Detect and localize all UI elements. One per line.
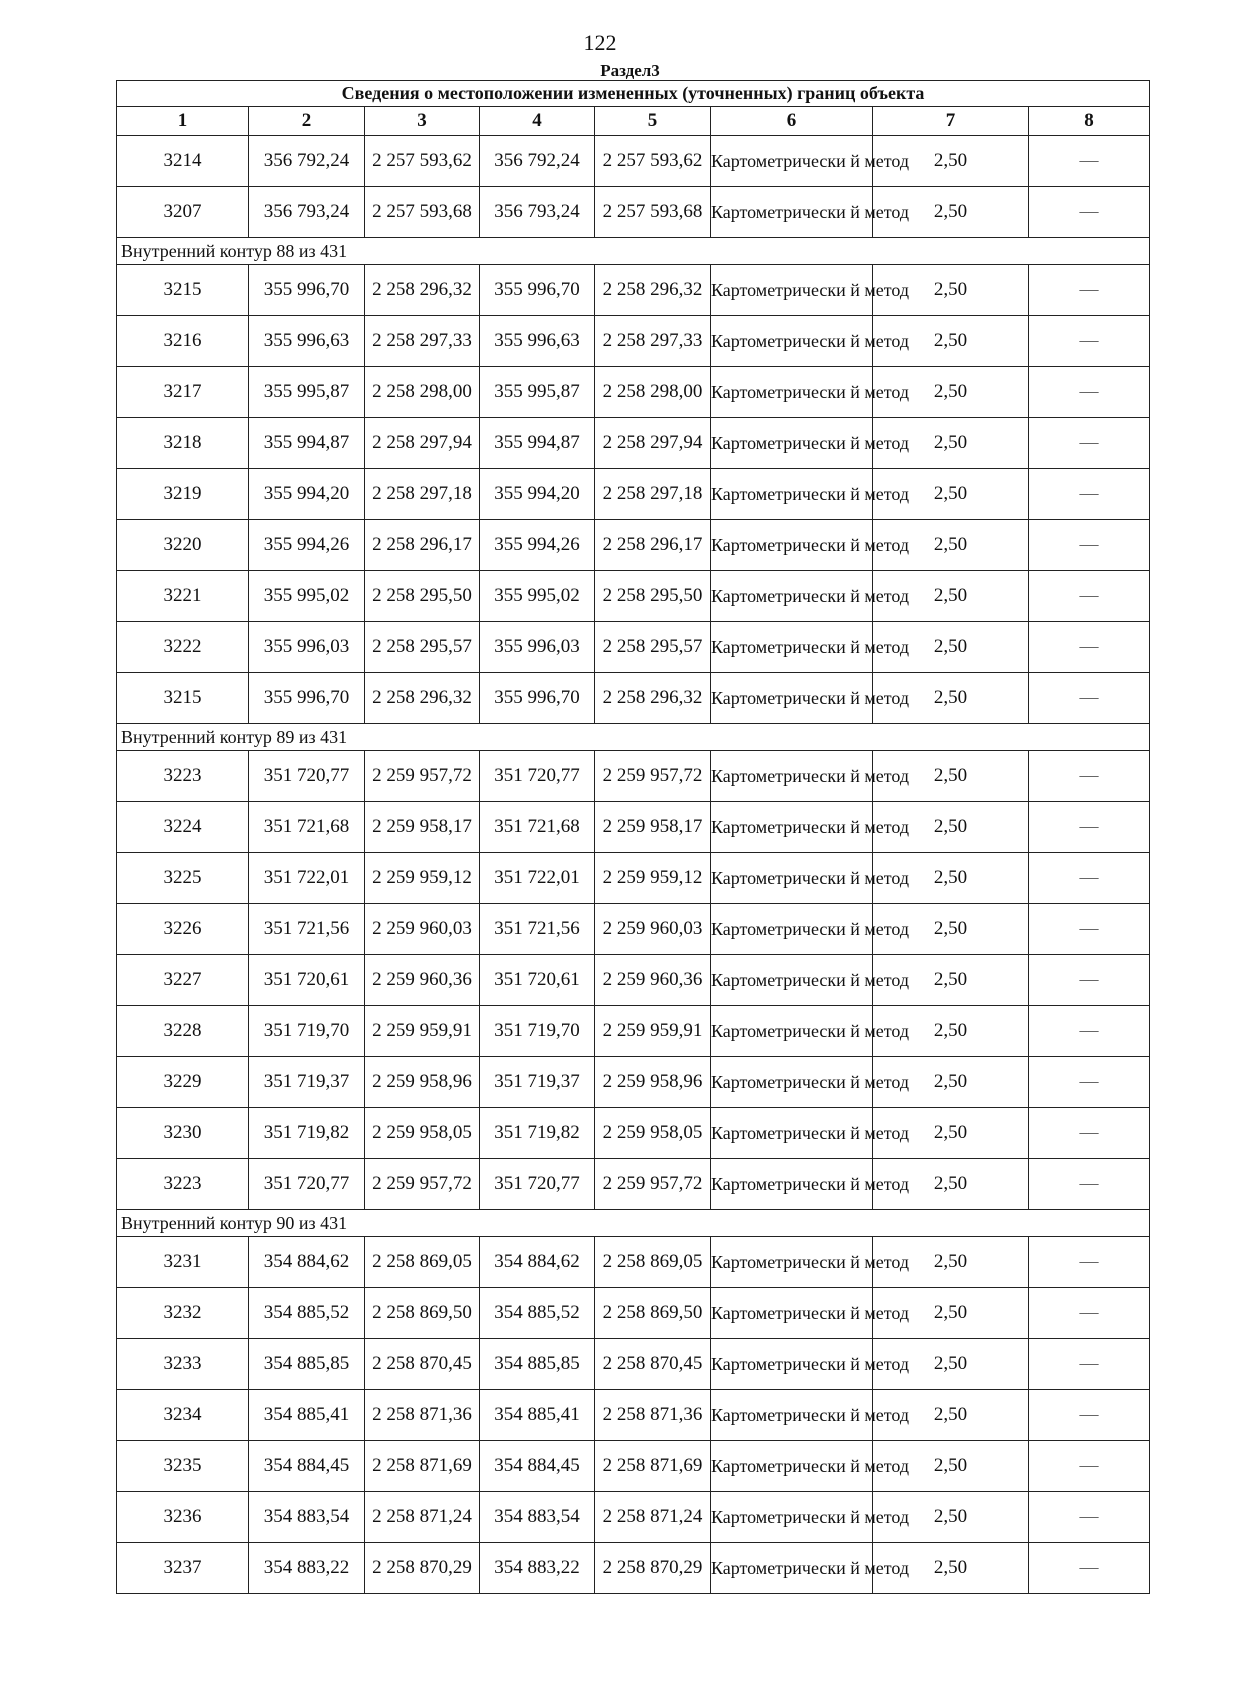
table-row xyxy=(117,469,1150,520)
point-number-cell: 3233 xyxy=(117,1339,249,1390)
description-cell: — xyxy=(1029,1057,1150,1108)
x-old-cell: 355 996,70 xyxy=(249,265,365,316)
y-new-cell: 2 259 959,12 xyxy=(595,853,711,904)
method-cell: Картометрически й метод xyxy=(711,1159,873,1210)
y-new-cell: 2 258 871,69 xyxy=(595,1441,711,1492)
table-row xyxy=(117,622,1150,673)
x-old-cell: 354 884,45 xyxy=(249,1441,365,1492)
table-row xyxy=(117,1339,1150,1390)
description-cell: — xyxy=(1029,469,1150,520)
y-old-cell: 2 258 869,05 xyxy=(365,1237,480,1288)
y-old-cell: 2 259 957,72 xyxy=(365,751,480,802)
x-old-cell: 356 792,24 xyxy=(249,136,365,187)
y-new-cell: 2 259 957,72 xyxy=(595,1159,711,1210)
description-cell: — xyxy=(1029,955,1150,1006)
y-old-cell: 2 258 869,50 xyxy=(365,1288,480,1339)
page-number: 122 xyxy=(583,30,617,55)
table-row xyxy=(117,520,1150,571)
table-row xyxy=(117,418,1150,469)
precision-cell: 2,50 xyxy=(873,418,1029,469)
point-number-cell: 3214 xyxy=(117,136,249,187)
y-old-cell: 2 258 298,00 xyxy=(365,367,480,418)
y-new-cell: 2 257 593,62 xyxy=(595,136,711,187)
column-number: 4 xyxy=(480,107,595,136)
y-new-cell: 2 258 871,24 xyxy=(595,1492,711,1543)
table-row xyxy=(117,673,1150,724)
description-cell: — xyxy=(1029,571,1150,622)
table-body xyxy=(117,136,1150,1594)
y-old-cell: 2 259 958,17 xyxy=(365,802,480,853)
point-number-cell: 3215 xyxy=(117,265,249,316)
method-cell: Картометрически й метод xyxy=(711,1006,873,1057)
precision-cell: 2,50 xyxy=(873,187,1029,238)
x-new-cell: 354 885,41 xyxy=(480,1390,595,1441)
point-number-cell: 3237 xyxy=(117,1543,249,1594)
x-new-cell: 355 994,20 xyxy=(480,469,595,520)
y-old-cell: 2 258 296,32 xyxy=(365,265,480,316)
point-number-cell: 3232 xyxy=(117,1288,249,1339)
x-old-cell: 355 995,02 xyxy=(249,571,365,622)
y-new-cell: 2 258 296,17 xyxy=(595,520,711,571)
description-cell: — xyxy=(1029,1288,1150,1339)
x-old-cell: 351 720,77 xyxy=(249,751,365,802)
x-new-cell: 355 996,63 xyxy=(480,316,595,367)
table-row xyxy=(117,1543,1150,1594)
point-number-cell: 3235 xyxy=(117,1441,249,1492)
description-cell: — xyxy=(1029,1441,1150,1492)
method-cell: Картометрически й метод xyxy=(711,1108,873,1159)
y-new-cell: 2 258 298,00 xyxy=(595,367,711,418)
point-number-cell: 3221 xyxy=(117,571,249,622)
description-cell: — xyxy=(1029,316,1150,367)
method-cell: Картометрически й метод xyxy=(711,1441,873,1492)
y-new-cell: 2 258 870,45 xyxy=(595,1339,711,1390)
y-old-cell: 2 258 297,33 xyxy=(365,316,480,367)
table-title: Сведения о местоположении измененных (уточненных) границ объекта xyxy=(117,81,1150,107)
column-number: 3 xyxy=(365,107,480,136)
coordinates-table xyxy=(116,80,1150,1594)
x-new-cell: 354 884,45 xyxy=(480,1441,595,1492)
description-cell: — xyxy=(1029,853,1150,904)
y-old-cell: 2 258 296,17 xyxy=(365,520,480,571)
column-number: 7 xyxy=(873,107,1029,136)
table-row xyxy=(117,1006,1150,1057)
y-old-cell: 2 258 871,69 xyxy=(365,1441,480,1492)
method-cell: Картометрически й метод xyxy=(711,673,873,724)
description-cell: — xyxy=(1029,136,1150,187)
point-number-cell: 3215 xyxy=(117,673,249,724)
method-cell: Картометрически й метод xyxy=(711,1237,873,1288)
description-cell: — xyxy=(1029,1237,1150,1288)
x-new-cell: 355 996,70 xyxy=(480,265,595,316)
point-number-cell: 3220 xyxy=(117,520,249,571)
y-new-cell: 2 259 960,03 xyxy=(595,904,711,955)
point-number-cell: 3223 xyxy=(117,1159,249,1210)
table-row xyxy=(117,136,1150,187)
description-cell: — xyxy=(1029,802,1150,853)
method-cell: Картометрически й метод xyxy=(711,1057,873,1108)
point-number-cell: 3216 xyxy=(117,316,249,367)
x-old-cell: 351 722,01 xyxy=(249,853,365,904)
x-new-cell: 351 719,37 xyxy=(480,1057,595,1108)
precision-cell: 2,50 xyxy=(873,1543,1029,1594)
y-new-cell: 2 258 869,05 xyxy=(595,1237,711,1288)
x-old-cell: 355 996,03 xyxy=(249,622,365,673)
method-cell: Картометрически й метод xyxy=(711,1492,873,1543)
y-new-cell: 2 258 870,29 xyxy=(595,1543,711,1594)
precision-cell: 2,50 xyxy=(873,802,1029,853)
x-new-cell: 351 719,82 xyxy=(480,1108,595,1159)
method-cell: Картометрически й метод xyxy=(711,802,873,853)
y-new-cell: 2 258 297,18 xyxy=(595,469,711,520)
y-old-cell: 2 258 870,29 xyxy=(365,1543,480,1594)
precision-cell: 2,50 xyxy=(873,751,1029,802)
method-cell: Картометрически й метод xyxy=(711,469,873,520)
method-cell: Картометрически й метод xyxy=(711,418,873,469)
y-new-cell: 2 258 297,94 xyxy=(595,418,711,469)
precision-cell: 2,50 xyxy=(873,265,1029,316)
y-new-cell: 2 259 960,36 xyxy=(595,955,711,1006)
description-cell: — xyxy=(1029,622,1150,673)
method-cell: Картометрически й метод xyxy=(711,571,873,622)
y-new-cell: 2 257 593,68 xyxy=(595,187,711,238)
y-old-cell: 2 259 958,05 xyxy=(365,1108,480,1159)
x-old-cell: 351 719,82 xyxy=(249,1108,365,1159)
table-row xyxy=(117,1057,1150,1108)
table-row xyxy=(117,802,1150,853)
y-new-cell: 2 259 958,96 xyxy=(595,1057,711,1108)
precision-cell: 2,50 xyxy=(873,1390,1029,1441)
description-cell: — xyxy=(1029,367,1150,418)
x-old-cell: 351 720,61 xyxy=(249,955,365,1006)
x-new-cell: 354 884,62 xyxy=(480,1237,595,1288)
y-new-cell: 2 258 295,57 xyxy=(595,622,711,673)
method-cell: Картометрически й метод xyxy=(711,1288,873,1339)
x-old-cell: 355 996,63 xyxy=(249,316,365,367)
contour-header-row xyxy=(117,724,1150,751)
table-row xyxy=(117,1492,1150,1543)
y-old-cell: 2 257 593,62 xyxy=(365,136,480,187)
description-cell: — xyxy=(1029,1159,1150,1210)
table-row xyxy=(117,751,1150,802)
description-cell: — xyxy=(1029,1339,1150,1390)
method-cell: Картометрически й метод xyxy=(711,955,873,1006)
table-row xyxy=(117,367,1150,418)
precision-cell: 2,50 xyxy=(873,1159,1029,1210)
table-row xyxy=(117,1390,1150,1441)
table-row xyxy=(117,1108,1150,1159)
precision-cell: 2,50 xyxy=(873,316,1029,367)
precision-cell: 2,50 xyxy=(873,1492,1029,1543)
description-cell: — xyxy=(1029,751,1150,802)
x-old-cell: 351 721,68 xyxy=(249,802,365,853)
column-number: 6 xyxy=(711,107,873,136)
contour-header-row xyxy=(117,238,1150,265)
x-new-cell: 355 994,26 xyxy=(480,520,595,571)
x-new-cell: 355 996,03 xyxy=(480,622,595,673)
x-old-cell: 356 793,24 xyxy=(249,187,365,238)
precision-cell: 2,50 xyxy=(873,367,1029,418)
y-new-cell: 2 258 295,50 xyxy=(595,571,711,622)
table-row xyxy=(117,904,1150,955)
x-new-cell: 354 883,54 xyxy=(480,1492,595,1543)
y-old-cell: 2 258 295,57 xyxy=(365,622,480,673)
table-row xyxy=(117,1159,1150,1210)
x-old-cell: 351 719,37 xyxy=(249,1057,365,1108)
point-number-cell: 3218 xyxy=(117,418,249,469)
x-new-cell: 351 722,01 xyxy=(480,853,595,904)
table-row xyxy=(117,316,1150,367)
table-row xyxy=(117,187,1150,238)
y-old-cell: 2 258 297,94 xyxy=(365,418,480,469)
method-cell: Картометрически й метод xyxy=(711,904,873,955)
precision-cell: 2,50 xyxy=(873,520,1029,571)
x-old-cell: 351 719,70 xyxy=(249,1006,365,1057)
point-number-cell: 3229 xyxy=(117,1057,249,1108)
point-number-cell: 3223 xyxy=(117,751,249,802)
point-number-cell: 3231 xyxy=(117,1237,249,1288)
precision-cell: 2,50 xyxy=(873,1339,1029,1390)
y-old-cell: 2 259 958,96 xyxy=(365,1057,480,1108)
description-cell: — xyxy=(1029,520,1150,571)
x-new-cell: 356 792,24 xyxy=(480,136,595,187)
precision-cell: 2,50 xyxy=(873,1006,1029,1057)
precision-cell: 2,50 xyxy=(873,853,1029,904)
method-cell: Картометрически й метод xyxy=(711,316,873,367)
precision-cell: 2,50 xyxy=(873,622,1029,673)
column-number: 2 xyxy=(249,107,365,136)
y-new-cell: 2 258 296,32 xyxy=(595,265,711,316)
description-cell: — xyxy=(1029,1108,1150,1159)
description-cell: — xyxy=(1029,673,1150,724)
y-new-cell: 2 258 869,50 xyxy=(595,1288,711,1339)
y-new-cell: 2 259 958,17 xyxy=(595,802,711,853)
x-new-cell: 355 996,70 xyxy=(480,673,595,724)
y-new-cell: 2 258 296,32 xyxy=(595,673,711,724)
x-old-cell: 355 994,26 xyxy=(249,520,365,571)
point-number-cell: 3219 xyxy=(117,469,249,520)
point-number-cell: 3224 xyxy=(117,802,249,853)
precision-cell: 2,50 xyxy=(873,1237,1029,1288)
method-cell: Картометрически й метод xyxy=(711,622,873,673)
table-row xyxy=(117,571,1150,622)
x-old-cell: 355 996,70 xyxy=(249,673,365,724)
description-cell: — xyxy=(1029,265,1150,316)
y-old-cell: 2 258 871,36 xyxy=(365,1390,480,1441)
point-number-cell: 3222 xyxy=(117,622,249,673)
point-number-cell: 3236 xyxy=(117,1492,249,1543)
y-old-cell: 2 259 959,91 xyxy=(365,1006,480,1057)
y-new-cell: 2 259 957,72 xyxy=(595,751,711,802)
precision-cell: 2,50 xyxy=(873,1108,1029,1159)
description-cell: — xyxy=(1029,904,1150,955)
x-old-cell: 351 721,56 xyxy=(249,904,365,955)
method-cell: Картометрически й метод xyxy=(711,187,873,238)
x-new-cell: 355 994,87 xyxy=(480,418,595,469)
description-cell: — xyxy=(1029,1492,1150,1543)
x-new-cell: 351 720,77 xyxy=(480,1159,595,1210)
point-number-cell: 3225 xyxy=(117,853,249,904)
x-new-cell: 354 883,22 xyxy=(480,1543,595,1594)
x-new-cell: 351 719,70 xyxy=(480,1006,595,1057)
y-old-cell: 2 258 296,32 xyxy=(365,673,480,724)
x-new-cell: 354 885,85 xyxy=(480,1339,595,1390)
x-new-cell: 351 720,77 xyxy=(480,751,595,802)
method-cell: Картометрически й метод xyxy=(711,136,873,187)
section-label: Раздел3 xyxy=(600,61,660,80)
precision-cell: 2,50 xyxy=(873,955,1029,1006)
x-old-cell: 354 885,52 xyxy=(249,1288,365,1339)
x-new-cell: 354 885,52 xyxy=(480,1288,595,1339)
y-old-cell: 2 258 870,45 xyxy=(365,1339,480,1390)
table-row xyxy=(117,265,1150,316)
y-new-cell: 2 259 959,91 xyxy=(595,1006,711,1057)
table-row xyxy=(117,853,1150,904)
point-number-cell: 3207 xyxy=(117,187,249,238)
description-cell: — xyxy=(1029,1006,1150,1057)
y-old-cell: 2 259 960,03 xyxy=(365,904,480,955)
method-cell: Картометрически й метод xyxy=(711,853,873,904)
precision-cell: 2,50 xyxy=(873,1288,1029,1339)
x-old-cell: 354 885,41 xyxy=(249,1390,365,1441)
x-old-cell: 355 995,87 xyxy=(249,367,365,418)
description-cell: — xyxy=(1029,418,1150,469)
x-old-cell: 354 885,85 xyxy=(249,1339,365,1390)
precision-cell: 2,50 xyxy=(873,136,1029,187)
description-cell: — xyxy=(1029,187,1150,238)
y-old-cell: 2 257 593,68 xyxy=(365,187,480,238)
method-cell: Картометрически й метод xyxy=(711,265,873,316)
y-old-cell: 2 258 871,24 xyxy=(365,1492,480,1543)
column-number: 5 xyxy=(595,107,711,136)
x-new-cell: 356 793,24 xyxy=(480,187,595,238)
precision-cell: 2,50 xyxy=(873,673,1029,724)
x-old-cell: 354 884,62 xyxy=(249,1237,365,1288)
table-row xyxy=(117,1237,1150,1288)
y-old-cell: 2 258 297,18 xyxy=(365,469,480,520)
y-old-cell: 2 259 959,12 xyxy=(365,853,480,904)
description-cell: — xyxy=(1029,1390,1150,1441)
contour-header-row xyxy=(117,1210,1150,1237)
precision-cell: 2,50 xyxy=(873,469,1029,520)
precision-cell: 2,50 xyxy=(873,1441,1029,1492)
point-number-cell: 3226 xyxy=(117,904,249,955)
y-new-cell: 2 259 958,05 xyxy=(595,1108,711,1159)
point-number-cell: 3217 xyxy=(117,367,249,418)
precision-cell: 2,50 xyxy=(873,1057,1029,1108)
x-old-cell: 354 883,22 xyxy=(249,1543,365,1594)
method-cell: Картометрически й метод xyxy=(711,367,873,418)
method-cell: Картометрически й метод xyxy=(711,520,873,571)
y-old-cell: 2 258 295,50 xyxy=(365,571,480,622)
x-old-cell: 351 720,77 xyxy=(249,1159,365,1210)
table-row xyxy=(117,955,1150,1006)
method-cell: Картометрически й метод xyxy=(711,1543,873,1594)
table-title-row xyxy=(117,81,1150,107)
contour-label: Внутренний контур 89 из 431 xyxy=(117,724,1150,751)
point-number-cell: 3227 xyxy=(117,955,249,1006)
table-row xyxy=(117,1288,1150,1339)
method-cell: Картометрически й метод xyxy=(711,751,873,802)
x-new-cell: 351 721,68 xyxy=(480,802,595,853)
x-old-cell: 354 883,54 xyxy=(249,1492,365,1543)
description-cell: — xyxy=(1029,1543,1150,1594)
x-old-cell: 355 994,20 xyxy=(249,469,365,520)
y-new-cell: 2 258 297,33 xyxy=(595,316,711,367)
y-old-cell: 2 259 957,72 xyxy=(365,1159,480,1210)
point-number-cell: 3230 xyxy=(117,1108,249,1159)
precision-cell: 2,50 xyxy=(873,904,1029,955)
method-cell: Картометрически й метод xyxy=(711,1339,873,1390)
column-number: 8 xyxy=(1029,107,1150,136)
x-new-cell: 355 995,02 xyxy=(480,571,595,622)
point-number-cell: 3234 xyxy=(117,1390,249,1441)
y-new-cell: 2 258 871,36 xyxy=(595,1390,711,1441)
x-new-cell: 351 720,61 xyxy=(480,955,595,1006)
precision-cell: 2,50 xyxy=(873,571,1029,622)
contour-label: Внутренний контур 88 из 431 xyxy=(117,238,1150,265)
x-new-cell: 355 995,87 xyxy=(480,367,595,418)
y-old-cell: 2 259 960,36 xyxy=(365,955,480,1006)
contour-label: Внутренний контур 90 из 431 xyxy=(117,1210,1150,1237)
point-number-cell: 3228 xyxy=(117,1006,249,1057)
column-numbers-row xyxy=(117,107,1150,136)
column-number: 1 xyxy=(117,107,249,136)
x-new-cell: 351 721,56 xyxy=(480,904,595,955)
x-old-cell: 355 994,87 xyxy=(249,418,365,469)
table-row xyxy=(117,1441,1150,1492)
method-cell: Картометрически й метод xyxy=(711,1390,873,1441)
